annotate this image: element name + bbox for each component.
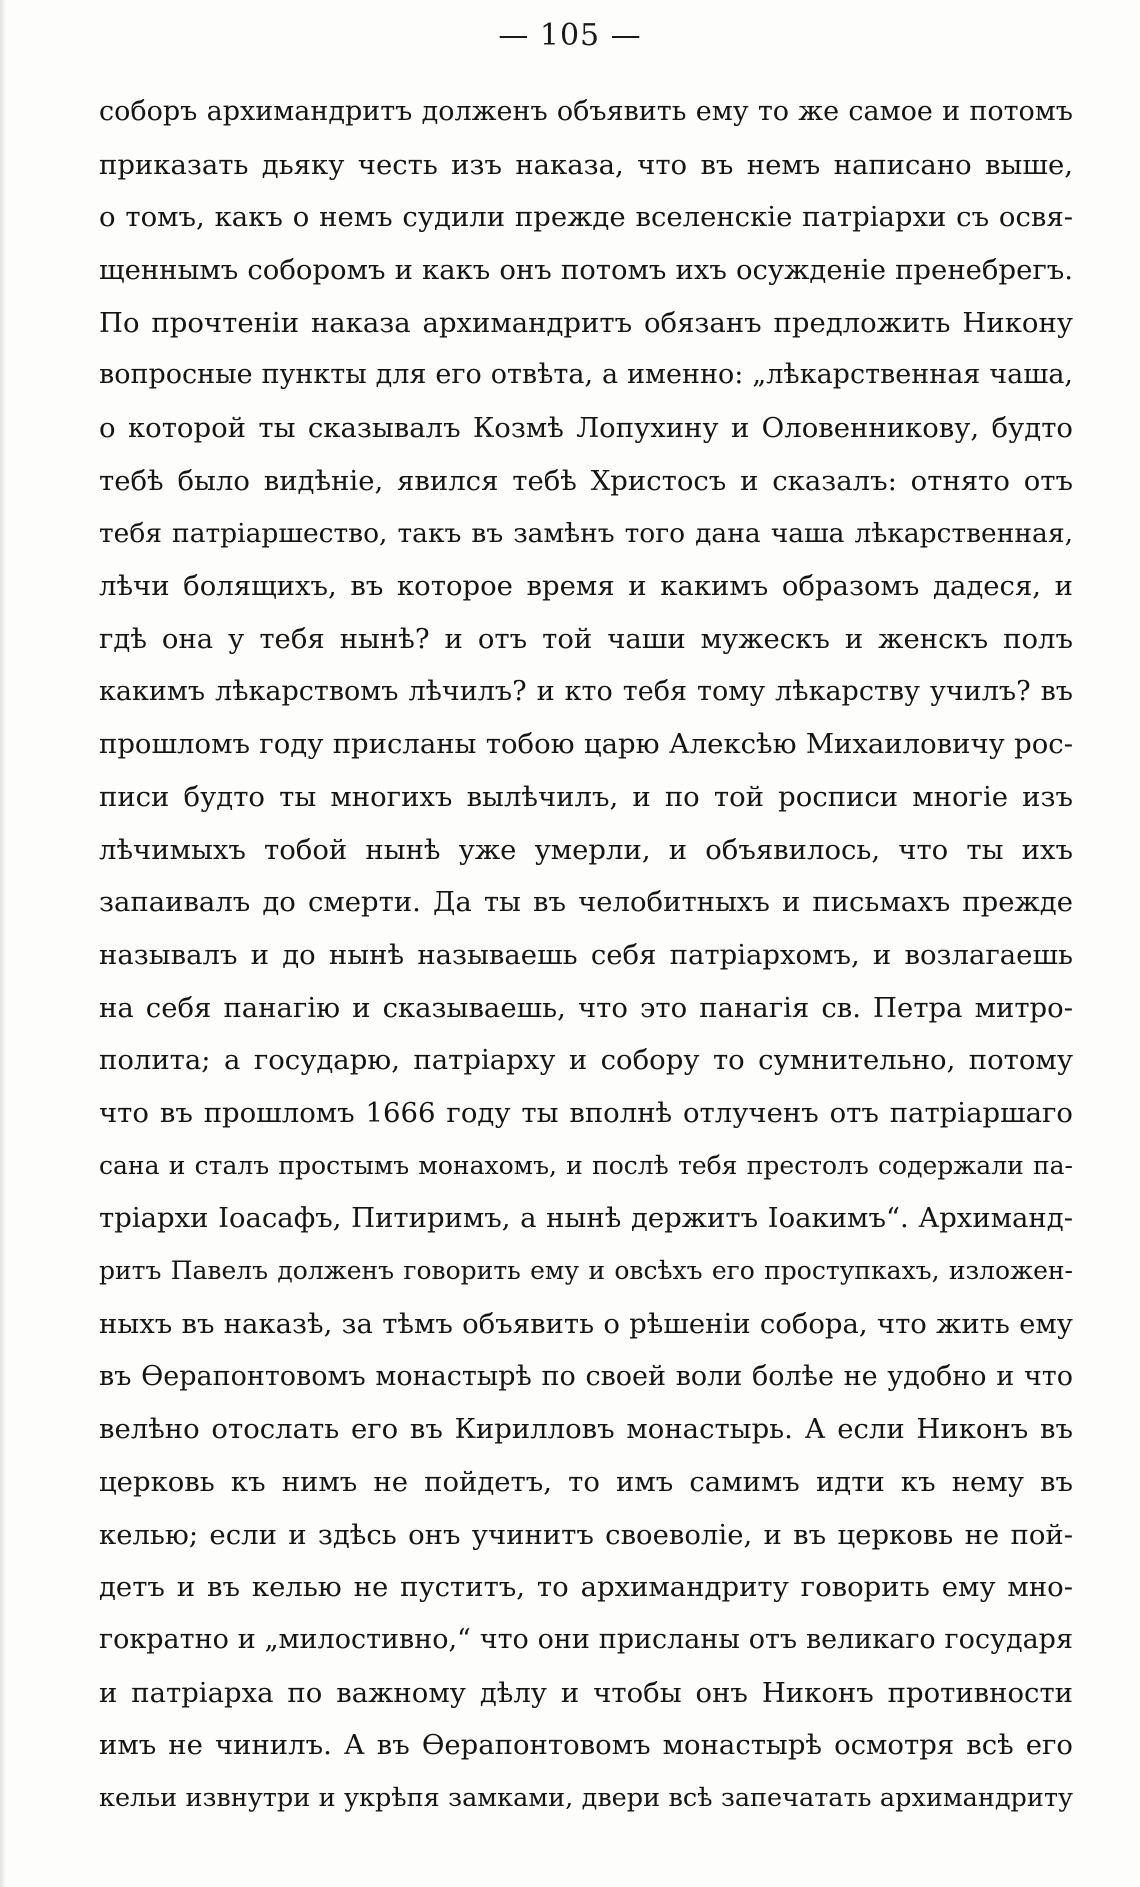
text-line: кельи извнутри и укрѣпя замками, двери всѣ запечатать архимандриту <box>99 1783 1073 1813</box>
text-line: на себя панагію и сказываешь, что это панагія св. Петра митро- <box>99 991 1073 1024</box>
text-line: сана и сталъ простымъ монахомъ, и послѣ тебя престолъ содержали па- <box>99 1150 1073 1180</box>
text-line: По прочтеніи наказа архимандритъ обязанъ предложить Никону <box>99 306 1073 339</box>
text-line: тріархи Іоасафъ, Питиримъ, а нынѣ держитъ Іоакимъ“. Архиманд- <box>99 1202 1073 1235</box>
text-line: велѣно отослать его въ Кирилловъ монастырь. А если Никонъ въ <box>99 1413 1073 1446</box>
text-line: лѣчи болящихъ, въ которое время и какимъ образомъ дадеся, и <box>99 570 1073 603</box>
text-line: гдѣ она у тебя нынѣ? и отъ той чаши мужескъ и женскъ полъ <box>99 622 1073 655</box>
text-line: соборъ архимандритъ долженъ объявить ему то же самое и потомъ <box>99 96 1073 127</box>
text-line: церковь къ нимъ не пойдетъ, то имъ самимъ идти къ нему въ <box>99 1465 1073 1498</box>
body-text <box>99 86 1073 1825</box>
page-number: — 105 — <box>498 18 642 53</box>
text-line: въ Ѳерапонтовомъ монастырѣ по своей воли болѣе не удобно и что <box>99 1360 1073 1392</box>
text-line: вопросные пункты для его отвѣта, а именно: „лѣкарственная чаша, <box>99 359 1073 391</box>
text-line: имъ не чинилъ. А въ Ѳерапонтовомъ монастырѣ осмотря всѣ его <box>99 1729 1073 1762</box>
text-line: запаивалъ до смерти. Да ты въ челобитныхъ и письмахъ прежде <box>99 886 1073 919</box>
text-line: тебѣ было видѣніе, явился тебѣ Христосъ и сказалъ: отнято отъ <box>99 464 1073 497</box>
text-line: приказать дьяку честь изъ наказа, что въ немъ написано выше, <box>99 148 1073 181</box>
text-line: ритъ Павелъ долженъ говорить ему и овсѣхъ его проступкахъ, изложен- <box>99 1256 1073 1286</box>
text-line: что въ прошломъ 1666 году ты вполнѣ отлученъ отъ патріаршаго <box>99 1097 1073 1130</box>
text-line: писи будто ты многихъ вылѣчилъ, и по той росписи многіе изъ <box>99 780 1073 813</box>
text-line: щеннымъ соборомъ и какъ онъ потомъ ихъ осужденіе пренебрегъ. <box>99 254 1073 287</box>
text-line: келью; если и здѣсь онъ учинитъ своеволіе, и въ церковь не пой- <box>99 1518 1073 1551</box>
text-line: детъ и въ келью не пуститъ, то архимандриту говорить ему мно- <box>99 1571 1073 1604</box>
text-line: называлъ и до нынѣ называешь себя патріархомъ, и возлагаешь <box>99 939 1073 971</box>
text-line: и патріарха по важному дѣлу и чтобы онъ Никонъ противности <box>99 1676 1073 1709</box>
text-line: полита; а государю, патріарху и собору то сумнительно, потому <box>99 1044 1073 1077</box>
text-line: прошломъ году присланы тобою царю Алексѣю Михаиловичу рос- <box>99 728 1073 761</box>
text-line: какимъ лѣкарствомъ лѣчилъ? и кто тебя тому лѣкарству училъ? въ <box>99 675 1073 707</box>
text-line: гократно и „милостивно,“ что они присланы отъ великаго государя <box>99 1623 1073 1655</box>
text-line: тебя патріаршество, такъ въ замѣнъ того дана чаша лѣкарственная, <box>99 517 1073 549</box>
text-line: ныхъ въ наказѣ, за тѣмъ объявить о рѣшеніи собора, что жить ему <box>99 1307 1073 1340</box>
text-line: лѣчимыхъ тобой нынѣ уже умерли, и объявилось, что ты ихъ <box>99 833 1073 866</box>
text-line: о томъ, какъ о немъ судили прежде вселенскіе патріархи съ освя- <box>99 201 1073 234</box>
text-line: о которой ты сказывалъ Козмѣ Лопухину и Оловенникову, будто <box>99 412 1073 445</box>
page-edge-shadow <box>0 0 6 1887</box>
